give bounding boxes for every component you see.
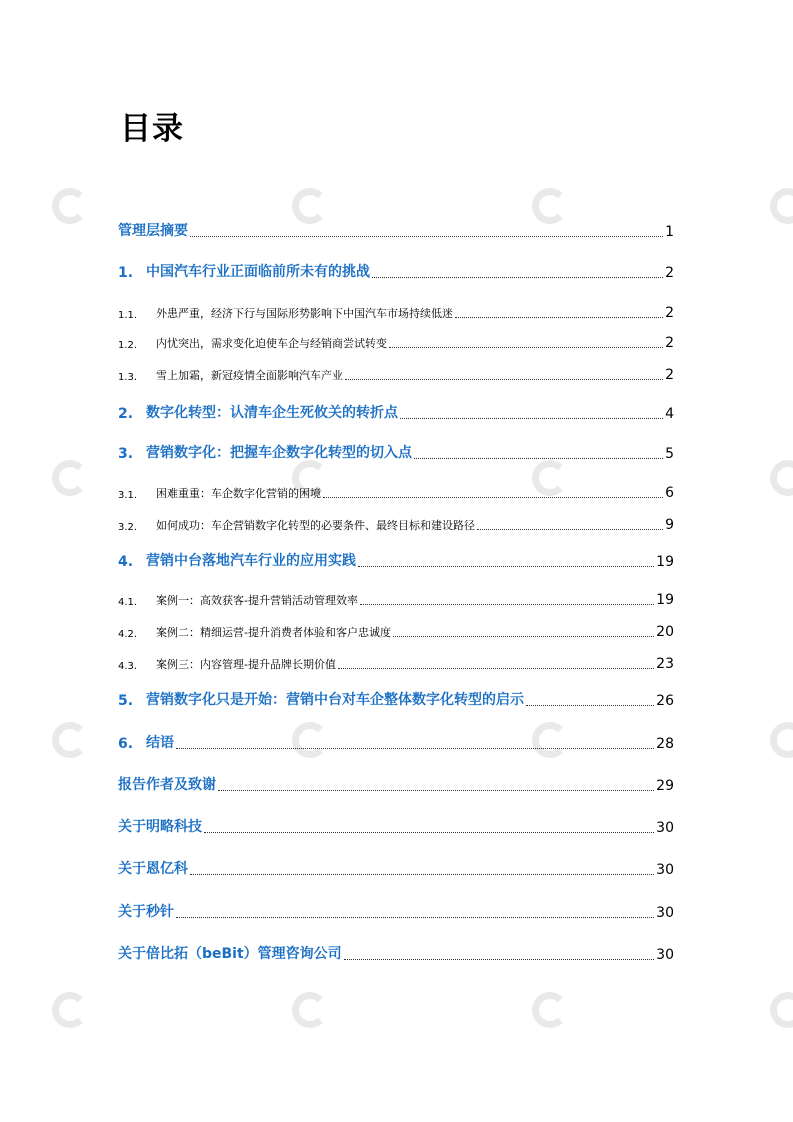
toc-entry-title: 外患严重，经济下行与国际形势影响下中国汽车市场持续低迷 [156,307,453,320]
toc-entry-title: 报告作者及致谢 [118,777,216,793]
watermark-c-logo-icon [52,992,88,1028]
toc-entry-page-number: 29 [656,778,674,794]
toc-leader-dots [389,346,663,348]
toc-entry-page-number: 30 [656,820,674,836]
toc-leader-dots [400,417,663,419]
toc-entry-title: 雪上加霜，新冠疫情全面影响汽车产业 [156,369,343,382]
toc-entry-page-number: 20 [656,624,674,640]
toc-entry-number: 4. [118,554,134,570]
toc-entry-title: 如何成功：车企营销数字化转型的必要条件、最终目标和建设路径 [156,519,475,532]
toc-leader-dots [393,635,654,637]
toc-entry-number: 4.3. [118,661,138,672]
watermark-logo [770,188,793,228]
toc-entry[interactable] [118,903,674,921]
toc-leader-dots [190,235,663,237]
watermark-logo [292,992,442,1032]
toc-entry-page-number: 28 [656,736,674,752]
toc-entry[interactable] [118,734,674,752]
toc-entry-title: 营销中台落地汽车行业的应用实践 [146,553,356,569]
toc-leader-dots [477,528,663,530]
watermark-c-logo-icon [292,992,328,1028]
toc-leader-dots [345,378,663,380]
toc-leader-dots [190,873,654,875]
toc-entry-number: 3. [118,446,134,462]
toc-entry-number: 1.3. [118,372,138,383]
toc-entry-title: 营销数字化只是开始：营销中台对车企整体数字化转型的启示 [146,692,524,708]
toc-entry-page-number: 6 [665,485,674,501]
toc-entry[interactable] [118,263,674,281]
toc-entry-number: 6. [118,736,134,752]
toc-leader-dots [360,603,654,605]
toc-leader-dots [176,747,654,749]
watermark-c-logo-icon [770,188,793,224]
watermark-c-logo-icon [770,460,793,496]
toc-entry[interactable] [118,333,674,351]
toc-entry-number: 4.1. [118,597,138,608]
watermark-c-logo-icon [52,460,88,496]
toc-entry-title: 管理层摘要 [118,223,188,239]
toc-entry-title: 内忧突出，需求变化迫使车企与经销商尝试转变 [156,337,387,350]
toc-entry-page-number: 9 [665,517,674,533]
toc-entry-title: 关于秒针 [118,904,174,920]
page-title: 目录 [120,111,184,147]
watermark-c-logo-icon [532,992,568,1028]
toc-entry-title: 结语 [146,735,174,751]
toc-entry-page-number: 2 [665,367,674,383]
toc-entry[interactable] [118,860,674,878]
toc-leader-dots [204,831,654,833]
toc-entry-title: 案例二：精细运营-提升消费者体验和客户忠诚度 [156,626,391,639]
toc-leader-dots [218,789,654,791]
toc-entry[interactable] [118,622,674,640]
toc-entry-number: 1. [118,265,134,281]
toc-leader-dots [323,496,663,498]
toc-entry-number: 4.2. [118,629,138,640]
toc-entry-number: 2. [118,406,134,422]
toc-entry-number: 3.1. [118,490,138,501]
toc-leader-dots [344,958,654,960]
toc-entry-page-number: 19 [656,554,674,570]
toc-entry[interactable] [118,776,674,794]
toc-entry[interactable] [118,365,674,383]
toc-entry[interactable] [118,590,674,608]
toc-entry-title: 关于明略科技 [118,819,202,835]
toc-entry-title: 营销数字化：把握车企数字化转型的切入点 [146,445,412,461]
toc-entry-title: 案例三：内容管理-提升品牌长期价值 [156,658,336,671]
toc-entry-number: 5. [118,693,134,709]
toc-entry[interactable] [118,818,674,836]
watermark-logo [532,992,682,1032]
toc-entry[interactable] [118,444,674,462]
toc-entry[interactable] [118,303,674,321]
toc-leader-dots [176,916,654,918]
watermark-c-logo-icon [770,722,793,758]
watermark-logo [770,992,793,1032]
toc-leader-dots [338,667,654,669]
watermark-logo [770,460,793,500]
toc-entry[interactable] [118,404,674,422]
watermark-c-logo-icon [770,992,793,1028]
toc-leader-dots [455,316,663,318]
watermark-c-logo-icon [52,188,88,224]
toc-entry-page-number: 30 [656,947,674,963]
toc-entry-page-number: 2 [665,335,674,351]
watermark-logo [52,992,202,1032]
toc-entry-page-number: 4 [665,406,674,422]
toc-entry-page-number: 1 [665,224,674,240]
toc-entry-page-number: 19 [656,592,674,608]
toc-entry[interactable] [118,654,674,672]
toc-entry-page-number: 30 [656,905,674,921]
watermark-c-logo-icon [292,188,328,224]
toc-entry[interactable] [118,691,674,709]
watermark-c-logo-icon [532,188,568,224]
toc-leader-dots [372,276,663,278]
toc-entry-page-number: 23 [656,656,674,672]
toc-leader-dots [358,565,654,567]
toc-entry-title: 关于倍比拓（beBit）管理咨询公司 [118,946,342,962]
toc-entry-number: 3.2. [118,522,138,533]
toc-leader-dots [414,457,663,459]
toc-entry-title: 案例一：高效获客-提升营销活动管理效率 [156,594,358,607]
toc-entry[interactable] [118,222,674,240]
toc-entry[interactable] [118,552,674,570]
toc-entry-title: 关于恩亿科 [118,861,188,877]
toc-entry-number: 1.2. [118,340,138,351]
toc-entry-title: 数字化转型：认清车企生死攸关的转折点 [146,405,398,421]
toc-entry[interactable] [118,515,674,533]
toc-entry[interactable] [118,945,674,963]
toc-entry-page-number: 5 [665,446,674,462]
toc-entry-page-number: 26 [656,693,674,709]
toc-leader-dots [526,704,654,706]
watermark-c-logo-icon [52,722,88,758]
toc-entry[interactable] [118,483,674,501]
toc-entry-number: 1.1. [118,310,138,321]
toc-entry-title: 困难重重：车企数字化营销的困境 [156,487,321,500]
toc-entry-page-number: 30 [656,862,674,878]
toc-entry-title: 中国汽车行业正面临前所未有的挑战 [146,264,370,280]
toc-entry-page-number: 2 [665,305,674,321]
toc-entry-page-number: 2 [665,265,674,281]
watermark-logo [770,722,793,762]
